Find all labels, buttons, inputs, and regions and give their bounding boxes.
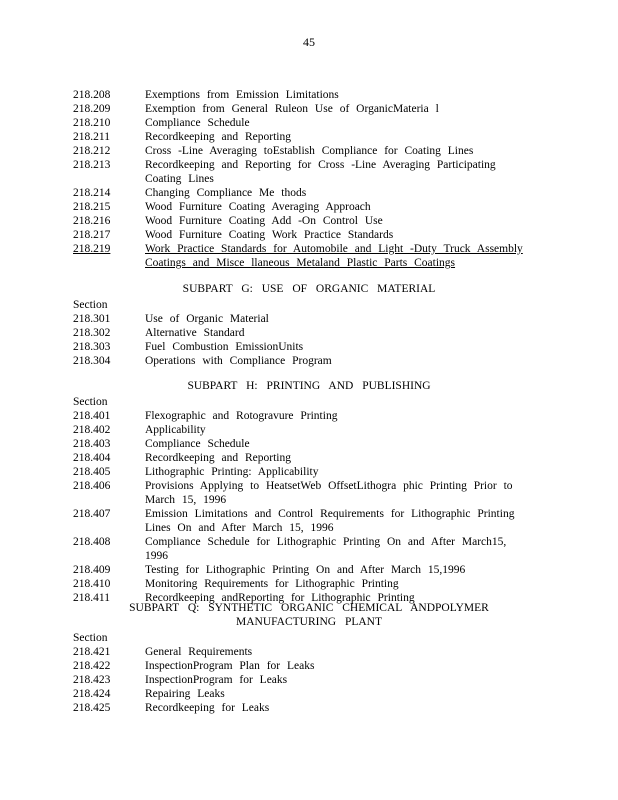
section-title: Provisions Applying to HeatsetWeb OffsetLithogra phic Printing Prior to March 15, 1996 — [145, 480, 513, 506]
section-title: Recordkeeping for Leaks — [145, 702, 270, 714]
section-title: Use of Organic Material — [145, 313, 269, 325]
section-title: Alternative Standard — [145, 327, 245, 339]
section-number: 218.405 — [73, 466, 111, 478]
section-title: Changing Compliance Me thods — [145, 187, 307, 199]
section-number: 218.409 — [73, 564, 111, 576]
subpart-f-list — [0, 88, 618, 270]
list-item — [0, 577, 618, 591]
subpart-q — [0, 601, 618, 715]
section-label: Section — [73, 396, 108, 408]
section-title: Testing for Lithographic Printing On and After March 15,1996 — [145, 564, 466, 576]
list-item — [0, 687, 618, 701]
section-number: 218.404 — [73, 452, 111, 464]
section-number: 218.208 — [73, 89, 111, 101]
list-item — [0, 158, 618, 186]
section-number: 218.217 — [73, 229, 111, 241]
section-title: InspectionProgram for Leaks — [145, 674, 288, 686]
section-label: Section — [73, 632, 108, 644]
section-title: Compliance Schedule for Lithographic Printing On and After March15, 1996 — [145, 536, 507, 562]
section-number: 218.403 — [73, 438, 111, 450]
section-title: General Requirements — [145, 646, 253, 658]
section-title: Wood Furniture Coating Add -On Control Use — [145, 215, 383, 227]
section-number: 218.303 — [73, 341, 111, 353]
list-item — [0, 535, 618, 563]
section-number: 218.402 — [73, 424, 111, 436]
section-number: 218.301 — [73, 313, 111, 325]
section-number: 218.406 — [73, 480, 111, 492]
section-number: 218.423 — [73, 674, 111, 686]
section-title: Recordkeeping and Reporting for Cross -Line Averaging Participating Coating Lines — [145, 159, 496, 185]
section-title: Flexographic and Rotogravure Printing — [145, 410, 338, 422]
list-item-amended — [0, 242, 618, 270]
list-item — [0, 409, 618, 423]
list-item — [0, 659, 618, 673]
section-number: 218.302 — [73, 327, 111, 339]
list-item — [0, 326, 618, 340]
section-label: Section — [73, 299, 108, 311]
list-item — [0, 673, 618, 687]
section-number: 218.304 — [73, 355, 111, 367]
list-item — [0, 312, 618, 326]
list-item — [0, 563, 618, 577]
section-number: 218.411 — [73, 592, 110, 604]
section-title: Exemptions from Emission Limitations — [145, 89, 339, 101]
section-number: 218.410 — [73, 578, 111, 590]
section-number: 218.210 — [73, 117, 111, 129]
list-item — [0, 437, 618, 451]
section-number: 218.211 — [73, 131, 110, 143]
section-number: 218.421 — [73, 646, 111, 658]
subpart-h — [0, 379, 618, 605]
section-number: 218.401 — [73, 410, 111, 422]
section-title: Wood Furniture Coating Averaging Approach — [145, 201, 371, 213]
list-item — [0, 228, 618, 242]
list-item — [0, 186, 618, 200]
section-title: Emission Limitations and Control Requirements for Lithographic Printing Lines On and After March 15, 1996 — [145, 508, 515, 534]
list-item — [0, 88, 618, 102]
section-number: 218.424 — [73, 688, 111, 700]
section-number: 218.212 — [73, 145, 111, 157]
section-title: Work Practice Standards for Automobile and Light -Duty Truck Assembly Coatings and Misce llaneous Metaland Plastic Parts Coatings — [145, 243, 523, 269]
section-title: Recordkeeping andReporting for Lithographic Printing — [145, 592, 415, 604]
section-number: 218.214 — [73, 187, 111, 199]
list-item — [0, 130, 618, 144]
subpart-heading-line2: MANUFACTURING PLANT — [235, 616, 383, 628]
section-number: 218.407 — [73, 508, 111, 520]
section-title: Compliance Schedule — [145, 117, 250, 129]
section-title: Fuel Combustion EmissionUnits — [145, 341, 304, 353]
subpart-heading: SUBPART H: PRINTING AND PUBLISHING — [187, 380, 431, 392]
subpart-g — [0, 282, 618, 368]
section-title: Monitoring Requirements for Lithographic Printing — [145, 578, 399, 590]
list-item — [0, 354, 618, 368]
section-title: Recordkeeping and Reporting — [145, 452, 291, 464]
section-title: Wood Furniture Coating Work Practice Standards — [145, 229, 394, 241]
list-item — [0, 645, 618, 659]
list-item — [0, 451, 618, 465]
subpart-heading-line1: SUBPART Q: SYNTHETIC ORGANIC CHEMICAL ANDPOLYMER — [129, 602, 489, 614]
list-item — [0, 340, 618, 354]
list-item — [0, 465, 618, 479]
list-item — [0, 701, 618, 715]
section-number: 218.213 — [73, 159, 111, 171]
list-item — [0, 479, 618, 507]
section-title: Applicability — [145, 424, 206, 436]
list-item — [0, 214, 618, 228]
section-title: Compliance Schedule — [145, 438, 250, 450]
section-title: InspectionProgram Plan for Leaks — [145, 660, 315, 672]
section-title: Exemption from General Ruleon Use of OrganicMateria l — [145, 103, 439, 115]
list-item — [0, 423, 618, 437]
section-number: 218.425 — [73, 702, 111, 714]
list-item — [0, 507, 618, 535]
list-item — [0, 200, 618, 214]
page-number: 45 — [303, 35, 315, 49]
section-number: 218.209 — [73, 103, 111, 115]
section-title: Cross -Line Averaging toEstablish Compliance for Coating Lines — [145, 145, 474, 157]
list-item — [0, 144, 618, 158]
section-number: 218.219 — [73, 243, 111, 255]
section-title: Lithographic Printing: Applicability — [145, 466, 319, 478]
section-title: Repairing Leaks — [145, 688, 225, 700]
section-title: Recordkeeping and Reporting — [145, 131, 291, 143]
section-title: Operations with Compliance Program — [145, 355, 332, 367]
list-item — [0, 116, 618, 130]
section-number: 218.422 — [73, 660, 111, 672]
section-number: 218.216 — [73, 215, 111, 227]
section-number: 218.408 — [73, 536, 111, 548]
list-item — [0, 102, 618, 116]
subpart-heading: SUBPART G: USE OF ORGANIC MATERIAL — [182, 283, 436, 295]
section-number: 218.215 — [73, 201, 111, 213]
